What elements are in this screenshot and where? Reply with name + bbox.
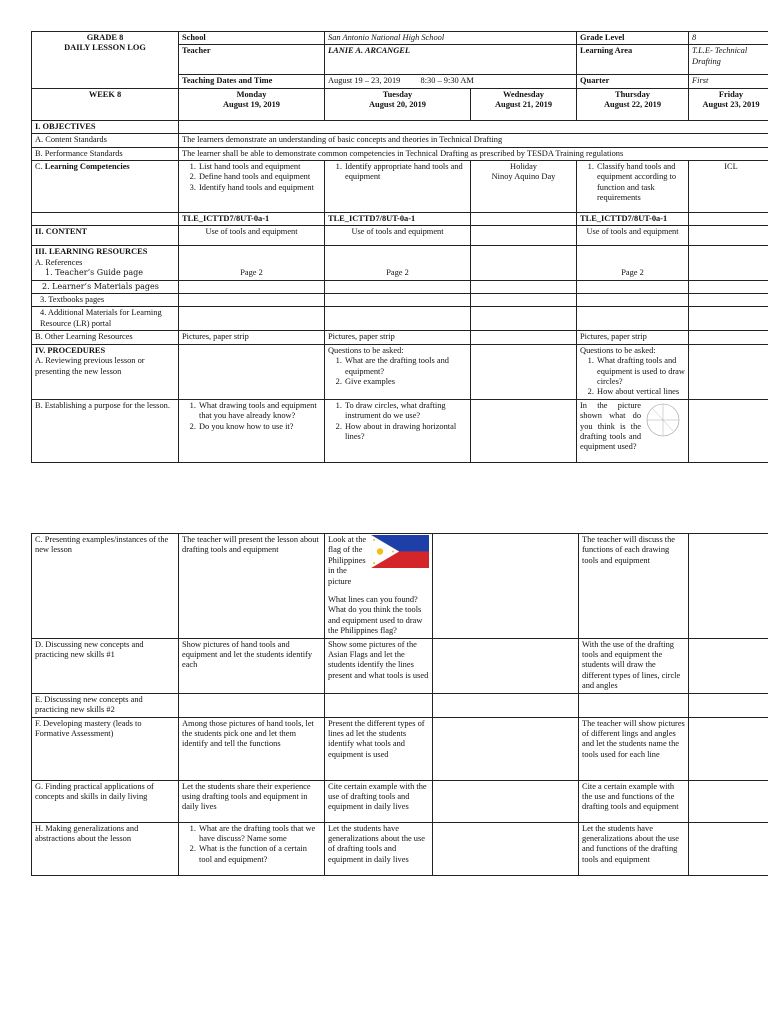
b-tuesday <box>325 399 471 462</box>
competencies-monday <box>179 161 325 213</box>
h-thursday: Let the students have generalizations about the use and functions of the drafting tools and equipment <box>579 822 689 875</box>
a-tuesday <box>325 344 471 399</box>
h-friday <box>689 822 768 875</box>
a-friday <box>689 344 768 399</box>
lm-friday <box>689 280 768 293</box>
school-value: San Antonio National High School <box>325 32 577 45</box>
add-wednesday <box>471 307 577 331</box>
c-monday: The teacher will present the lesson about drafting tools and equipment <box>179 534 325 639</box>
day-name: Tuesday <box>382 89 413 99</box>
tg-monday: Page 2 <box>179 246 325 280</box>
resources-title: III. LEARNING RESOURCES <box>35 247 148 257</box>
d-monday: Show pictures of hand tools and equipment and let the students identify each <box>179 638 325 693</box>
list-item: 2. Give examples <box>344 377 467 387</box>
e-friday <box>689 693 768 717</box>
code-wednesday <box>471 213 577 226</box>
questions-intro: Questions to be asked: <box>328 345 404 355</box>
performance-standards-label: B. Performance Standards <box>32 147 179 160</box>
competencies-tuesday <box>325 161 471 213</box>
list-item: 1. To draw circles, what drafting instrument do we use? <box>344 401 467 422</box>
code-blank <box>32 213 179 226</box>
f-monday: Among those pictures of hand tools, let the students pick one and let them identify and tell the functions <box>179 717 325 780</box>
c-wednesday <box>433 534 579 639</box>
grade-level-value: 8 <box>689 32 768 45</box>
procedure-a-label-cell <box>32 344 179 399</box>
tb-wednesday <box>471 294 577 307</box>
content-title: II. CONTENT <box>32 226 179 246</box>
tg-thursday: Page 2 <box>577 246 689 280</box>
lm-monday <box>179 280 325 293</box>
list-item: 1. What drafting tools and equipment is used to draw circles? <box>596 356 685 387</box>
teacher-label: Teacher <box>179 45 325 75</box>
day-date: August 19, 2019 <box>222 100 280 110</box>
lm-wednesday <box>471 280 577 293</box>
b-thursday <box>577 399 689 462</box>
code-monday: TLE_ICTTD7/8UT-0a-1 <box>179 213 325 226</box>
day-name: Thursday <box>615 89 650 99</box>
list-item: 2. How about vertical lines <box>596 387 685 397</box>
add-friday <box>689 307 768 331</box>
day-monday <box>179 88 325 120</box>
additional-materials-label: 4. Additional Materials for Learning Resource (LR) portal <box>32 307 179 331</box>
daily-lesson-log-table-2 <box>31 533 768 876</box>
holiday-label: Holiday <box>510 162 537 172</box>
list-item: 1. What are the drafting tools that we have discuss? Name some <box>198 824 321 845</box>
teacher-value: LANIE A. ARCANGEL <box>325 45 577 75</box>
content-wednesday <box>471 226 577 246</box>
grade-label: GRADE 8 <box>86 33 124 42</box>
other-wednesday <box>471 331 577 344</box>
f-tuesday: Present the different types of lines ad let the students identify what tools and equipment is used <box>325 717 433 780</box>
c-thursday: The teacher will discuss the functions of each drawing tools and equipment <box>579 534 689 639</box>
f-friday <box>689 717 768 780</box>
day-wednesday <box>471 88 577 120</box>
learning-area-value: T.L.E- Technical Drafting <box>689 45 768 75</box>
procedure-e-label: E. Discussing new concepts and practicing new skills #2 <box>32 693 179 717</box>
d-friday <box>689 638 768 693</box>
tg-wednesday <box>471 246 577 280</box>
e-tuesday <box>325 693 433 717</box>
list-item: 2. Define hand tools and equipment <box>198 172 321 182</box>
a-wednesday <box>471 344 577 399</box>
h-monday <box>179 822 325 875</box>
competencies-wednesday <box>471 161 577 213</box>
dates-range: August 19 – 23, 2019 <box>328 76 401 86</box>
tb-friday <box>689 294 768 307</box>
list-item: 2. What is the function of a certain tool and equipment? <box>198 844 321 865</box>
add-thursday <box>577 307 689 331</box>
day-date: August 20, 2019 <box>368 100 426 110</box>
b-wednesday <box>471 399 577 462</box>
textbooks-label: 3. Textbooks pages <box>32 294 179 307</box>
code-thursday: TLE_ICTTD7/8UT-0a-1 <box>577 213 689 226</box>
day-tuesday <box>325 88 471 120</box>
procedure-b-label: B. Establishing a purpose for the lesson. <box>32 399 179 462</box>
e-thursday <box>579 693 689 717</box>
objectives-blank <box>179 120 768 133</box>
h-wednesday <box>433 822 579 875</box>
objectives-title: I. OBJECTIVES <box>32 120 179 133</box>
day-date: August 22, 2019 <box>604 100 662 110</box>
dates-value <box>325 75 577 88</box>
other-friday <box>689 331 768 344</box>
list-item: 2. How about in drawing horizontal lines? <box>344 422 467 443</box>
list-item: 1. Identify appropriate hand tools and equipment <box>344 162 467 183</box>
g-thursday: Cite a certain example with the use and functions of the drafting tools and equipment <box>579 780 689 822</box>
list-item: 1. What are the drafting tools and equipment? <box>344 356 467 377</box>
day-name: Friday <box>718 89 744 99</box>
performance-standards-value: The learner shall be able to demonstrate common competencies in Technical Drafting as prescribed by TESDA Training regulations <box>179 147 768 160</box>
week-label: WEEK 8 <box>32 88 179 120</box>
b-thursday-text: In the picture shown what do you think is the drafting tools and equipment used? <box>580 400 642 452</box>
competencies-label-text: Learning Competencies <box>44 162 130 172</box>
school-label: School <box>179 32 325 45</box>
list-item: 2. Do you know how to use it? <box>198 422 321 432</box>
content-monday: Use of tools and equipment <box>179 226 325 246</box>
day-thursday <box>577 88 689 120</box>
list-item: 1. Classify hand tools and equipment according to function and task requirements <box>596 162 685 204</box>
references-label: A. References <box>35 257 83 267</box>
content-standards-value: The learners demonstrate an understanding of basic concepts and theories in Technical Drafting <box>179 134 768 147</box>
dates-label: Teaching Dates and Time <box>179 75 325 88</box>
h-tuesday: Let the students have generalizations about the use of drafting tools and equipment in daily lives <box>325 822 433 875</box>
dll-label: DAILY LESSON LOG <box>64 43 146 53</box>
drafting-sketch-image <box>641 401 685 439</box>
c-tuesday-text-1: Look at the flag of the Philippines in the picture <box>328 535 367 586</box>
grade-dll-cell <box>32 32 179 89</box>
day-name: Wednesday <box>503 89 544 99</box>
tb-tuesday <box>325 294 471 307</box>
other-resources-label: B. Other Learning Resources <box>32 331 179 344</box>
content-tuesday: Use of tools and equipment <box>325 226 471 246</box>
lm-tuesday <box>325 280 471 293</box>
procedure-f-label: F. Developing mastery (leads to Formative Assessment) <box>32 717 179 780</box>
code-tuesday: TLE_ICTTD7/8UT-0a-1 <box>325 213 471 226</box>
d-wednesday <box>433 638 579 693</box>
learning-area-label: Learning Area <box>577 45 689 75</box>
procedures-title: IV. PROCEDURES <box>35 345 106 355</box>
time-range: 8:30 – 9:30 AM <box>420 76 474 86</box>
f-wednesday <box>433 717 579 780</box>
a-monday <box>179 344 325 399</box>
day-friday <box>689 88 768 120</box>
e-monday <box>179 693 325 717</box>
g-tuesday: Cite certain example with the use of drafting tools and equipment in daily lives <box>325 780 433 822</box>
competencies-prefix: C. <box>35 162 45 172</box>
a-thursday <box>577 344 689 399</box>
list-item: 1. What drawing tools and equipment that you have already know? <box>198 401 321 422</box>
d-tuesday: Show some pictures of the Asian Flags and let the students identify the lines present and what tools is used <box>325 638 433 693</box>
procedure-d-label: D. Discussing new concepts and practicing new skills #1 <box>32 638 179 693</box>
b-monday <box>179 399 325 462</box>
tb-monday <box>179 294 325 307</box>
holiday-name: Ninoy Aquino Day <box>491 172 556 182</box>
other-monday: Pictures, paper strip <box>179 331 325 344</box>
competencies-label <box>32 161 179 213</box>
add-monday <box>179 307 325 331</box>
procedure-a-label: A. Reviewing previous lesson or presenting the new lesson <box>35 356 145 376</box>
competencies-friday: ICL <box>689 161 768 213</box>
quarter-label: Quarter <box>577 75 689 88</box>
resources-references-cell <box>32 246 179 280</box>
teachers-guide-label: 1. Teacher’s Guide page <box>45 268 144 278</box>
content-friday <box>689 226 768 246</box>
daily-lesson-log-table-1 <box>31 31 768 463</box>
c-tuesday-text-2: What lines can you found? What do you think the tools and equipment used to draw the Philippines flag? <box>328 595 423 636</box>
grade-level-label: Grade Level <box>577 32 689 45</box>
d-thursday: With the use of the drafting tools and equipment the students will draw the different types of lines, circle and angles <box>579 638 689 693</box>
code-friday <box>689 213 768 226</box>
b-friday <box>689 399 768 462</box>
tg-friday <box>689 246 768 280</box>
list-item: 3. Identify hand tools and equipment <box>198 183 321 193</box>
philippine-flag-image <box>371 535 429 568</box>
questions-intro: Questions to be asked: <box>580 345 656 355</box>
f-thursday: The teacher will show pictures of different lings and angles and let the students name the tools used for each line <box>579 717 689 780</box>
content-thursday: Use of tools and equipment <box>577 226 689 246</box>
quarter-value: First <box>689 75 768 88</box>
day-date: August 23, 2019 <box>702 100 760 110</box>
content-standards-label: A. Content Standards <box>32 134 179 147</box>
procedure-c-label: C. Presenting examples/instances of the new lesson <box>32 534 179 639</box>
list-item: 1. List hand tools and equipment <box>198 162 321 172</box>
c-friday <box>689 534 768 639</box>
other-tuesday: Pictures, paper strip <box>325 331 471 344</box>
g-friday <box>689 780 768 822</box>
add-tuesday <box>325 307 471 331</box>
g-wednesday <box>433 780 579 822</box>
lm-thursday <box>577 280 689 293</box>
learners-materials-label: 2. Learner’s Materials pages <box>32 280 179 293</box>
other-thursday: Pictures, paper strip <box>577 331 689 344</box>
tb-thursday <box>577 294 689 307</box>
day-name: Monday <box>236 89 267 99</box>
tg-tuesday: Page 2 <box>325 246 471 280</box>
e-wednesday <box>433 693 579 717</box>
c-tuesday <box>325 534 433 639</box>
procedure-g-label: G. Finding practical applications of concepts and skills in daily living <box>32 780 179 822</box>
day-date: August 21, 2019 <box>495 100 553 110</box>
competencies-thursday <box>577 161 689 213</box>
g-monday: Let the students share their experience using drafting tools and equipment in daily lives <box>179 780 325 822</box>
procedure-h-label: H. Making generalizations and abstractions about the lesson <box>32 822 179 875</box>
